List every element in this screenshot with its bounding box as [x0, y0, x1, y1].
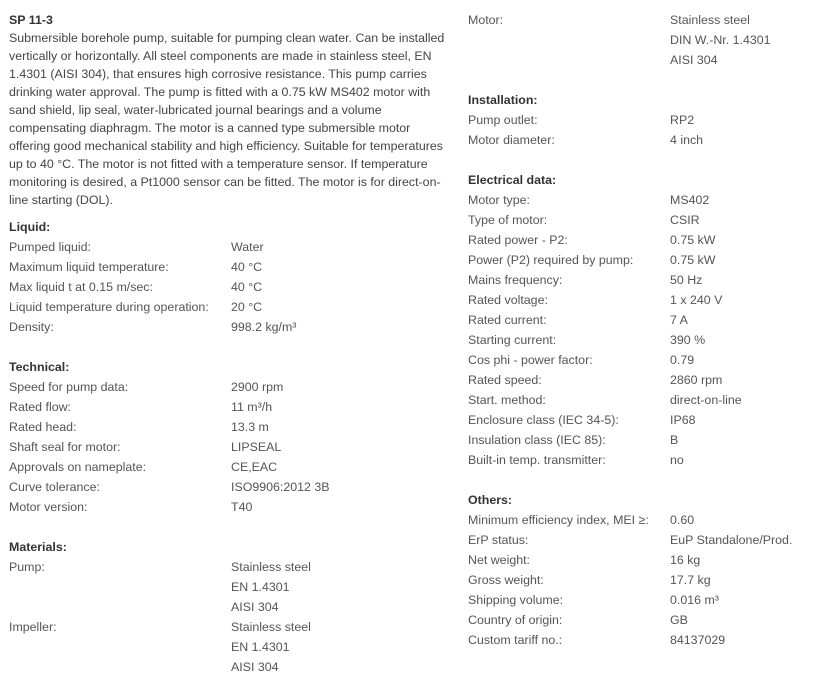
spec-value: 0.75 kW	[670, 233, 716, 247]
spec-value: no	[670, 453, 684, 467]
spec-value: EuP Standalone/Prod.	[670, 533, 793, 547]
spec-value: 0.60	[670, 513, 695, 527]
spec-value: Stainless steel	[231, 560, 311, 574]
spec-row-mains-frequency	[468, 270, 813, 290]
spec-label: Pump outlet:	[468, 113, 538, 127]
spec-row-rated-voltage	[468, 290, 813, 310]
spec-row-minimum-efficiency-index-mei	[468, 510, 813, 530]
spec-label: Insulation class (IEC 85):	[468, 433, 606, 447]
spec-label: Rated head:	[9, 420, 77, 434]
spec-values	[670, 390, 813, 410]
spec-label: Starting current:	[468, 333, 557, 347]
spec-values	[670, 570, 813, 590]
spec-values	[670, 310, 813, 330]
spec-row-rated-head	[9, 417, 449, 437]
product-description: Submersible borehole pump, suitable for pumping clean water. Can be installed vertically or horizontally. All steel components are made in stainless steel, EN 1.4301 (AISI 304), that ensures high corrosive resistance. This pump carries drinking water approval. The pump is fitted with a 0.75 kW MS402 motor with sand shield, lip seal, water-lubricated journal bearings and a volume compensating diaphragm. The motor is a canned type submersible motor offering good mechanical stability and high efficiency. Suitable for temperatures up to 40 °C. The motor is not fitted with a temperature sensor. If temperature monitoring is desired, a Pt1000 sensor can be fitted. The motor is for direct-on-line starting (DOL).	[9, 31, 445, 207]
spec-value: CSIR	[670, 213, 700, 227]
spec-row-approvals-on-nameplate	[9, 457, 449, 477]
spec-values	[231, 277, 449, 297]
spec-values	[670, 10, 813, 70]
spec-row-cos-phi-power-factor	[468, 350, 813, 370]
spec-values	[670, 350, 813, 370]
spec-label: Curve tolerance:	[9, 480, 100, 494]
spec-value: AISI 304	[231, 660, 279, 674]
spec-value: 40 °C	[231, 280, 263, 294]
spec-values	[670, 370, 813, 390]
spec-values	[231, 477, 449, 497]
spec-row-built-in-temp-transmitter	[468, 450, 813, 470]
spec-values	[231, 237, 449, 257]
spec-row-motor-version	[9, 497, 449, 517]
spec-values	[670, 110, 813, 130]
spec-value: GB	[670, 613, 688, 627]
spec-label: Minimum efficiency index, MEI ≥:	[468, 513, 649, 527]
spec-values	[231, 557, 449, 617]
spec-label: Rated speed:	[468, 373, 542, 387]
spec-values	[670, 630, 813, 650]
spec-value: T40	[231, 500, 253, 514]
spec-row-pump-outlet	[468, 110, 813, 130]
spec-values	[670, 210, 813, 230]
spec-row-rated-flow	[9, 397, 449, 417]
spec-value: AISI 304	[670, 53, 718, 67]
spec-row-rated-speed	[468, 370, 813, 390]
spec-row-pumped-liquid	[9, 237, 449, 257]
product-title: SP 11-3	[9, 13, 53, 27]
spec-label: Rated power - P2:	[468, 233, 568, 247]
spec-values	[670, 130, 813, 150]
spec-label: Country of origin:	[468, 613, 563, 627]
spec-row-motor-diameter	[468, 130, 813, 150]
spec-label: Enclosure class (IEC 34-5):	[468, 413, 619, 427]
spec-row-motor-type	[468, 190, 813, 210]
spec-value: B	[670, 433, 679, 447]
spec-label: Motor version:	[9, 500, 88, 514]
spec-values	[670, 450, 813, 470]
spec-label: Start. method:	[468, 393, 546, 407]
spec-value: 4 inch	[670, 133, 704, 147]
spec-label: Power (P2) required by pump:	[468, 253, 634, 267]
spec-label: Speed for pump data:	[9, 380, 129, 394]
spec-label: Shipping volume:	[468, 593, 564, 607]
spec-label: Type of motor:	[468, 213, 548, 227]
spec-label: Net weight:	[468, 553, 530, 567]
spec-values	[670, 610, 813, 630]
spec-label: Mains frequency:	[468, 273, 563, 287]
spec-value: 2900 rpm	[231, 380, 284, 394]
spec-values	[670, 270, 813, 290]
spec-row-impeller	[9, 617, 449, 677]
section-heading-installation: Installation:	[468, 93, 538, 107]
spec-row-enclosure-class-iec-34-5	[468, 410, 813, 430]
spec-row-liquid-temperature-during-operation	[9, 297, 449, 317]
spec-value: IP68	[670, 413, 696, 427]
spec-values	[231, 417, 449, 437]
spec-value: EN 1.4301	[231, 640, 290, 654]
spec-label: Built-in temp. transmitter:	[468, 453, 606, 467]
spec-row-shipping-volume	[468, 590, 813, 610]
spec-value: AISI 304	[231, 600, 279, 614]
spec-label: Cos phi - power factor:	[468, 353, 593, 367]
spec-values	[231, 257, 449, 277]
spec-values	[670, 550, 813, 570]
spec-label: Liquid temperature during operation:	[9, 300, 209, 314]
spec-row-motor	[468, 10, 813, 70]
spec-row-maximum-liquid-temperature	[9, 257, 449, 277]
spec-values	[670, 510, 813, 530]
spec-row-gross-weight	[468, 570, 813, 590]
section-heading-others: Others:	[468, 493, 513, 507]
left-spec-sections	[9, 209, 449, 677]
spec-label: Impeller:	[9, 620, 57, 634]
spec-value: CE,EAC	[231, 460, 278, 474]
spec-label: Pump:	[9, 560, 45, 574]
right-column	[468, 0, 813, 650]
right-spec-sections	[468, 70, 813, 650]
spec-value: 13.3 m	[231, 420, 269, 434]
spec-values	[231, 397, 449, 417]
spec-values	[231, 297, 449, 317]
spec-row-starting-current	[468, 330, 813, 350]
section-heading-materials: Materials:	[9, 540, 67, 554]
spec-values	[670, 330, 813, 350]
spec-label: Shaft seal for motor:	[9, 440, 121, 454]
spec-label: Rated current:	[468, 313, 547, 327]
spec-values	[231, 617, 449, 677]
spec-label: Pumped liquid:	[9, 240, 91, 254]
spec-label: Max liquid t at 0.15 m/sec:	[9, 280, 153, 294]
spec-row-net-weight	[468, 550, 813, 570]
left-column	[9, 0, 449, 677]
spec-value: RP2	[670, 113, 695, 127]
spec-row-power-p2-required-by-pump	[468, 250, 813, 270]
spec-label: Rated voltage:	[468, 293, 548, 307]
spec-row-shaft-seal-for-motor	[9, 437, 449, 457]
spec-label: Rated flow:	[9, 400, 71, 414]
spec-value: ISO9906:2012 3B	[231, 480, 330, 494]
spec-value: 84137029	[670, 633, 726, 647]
spec-value: 20 °C	[231, 300, 263, 314]
spec-row-max-liquid-t-at-0-15-m-sec	[9, 277, 449, 297]
motor-material-block	[468, 10, 813, 70]
spec-value: Stainless steel	[670, 13, 750, 27]
spec-row-density	[9, 317, 449, 337]
section-heading-technical: Technical:	[9, 360, 70, 374]
spec-value: Stainless steel	[231, 620, 311, 634]
spec-values	[231, 457, 449, 477]
spec-value: direct-on-line	[670, 393, 742, 407]
spec-value: 0.79	[670, 353, 695, 367]
spec-values	[670, 430, 813, 450]
spec-values	[670, 410, 813, 430]
spec-row-speed-for-pump-data	[9, 377, 449, 397]
spec-row-rated-current	[468, 310, 813, 330]
section-heading-electrical-data: Electrical data:	[468, 173, 557, 187]
spec-value: 2860 rpm	[670, 373, 723, 387]
spec-values	[670, 190, 813, 210]
spec-value: LIPSEAL	[231, 440, 282, 454]
spec-value: 998.2 kg/m³	[231, 320, 297, 334]
spec-value: Water	[231, 240, 264, 254]
spec-value: 0.016 m³	[670, 593, 719, 607]
spec-values	[670, 590, 813, 610]
spec-label: Motor diameter:	[468, 133, 555, 147]
spec-value: 7 A	[670, 313, 688, 327]
spec-value: 11 m³/h	[231, 400, 273, 414]
spec-value: 0.75 kW	[670, 253, 716, 267]
spec-values	[670, 250, 813, 270]
spec-value: 17.7 kg	[670, 573, 711, 587]
spec-value: EN 1.4301	[231, 580, 290, 594]
spec-row-rated-power-p2	[468, 230, 813, 250]
spec-value: 16 kg	[670, 553, 701, 567]
spec-value: 1 x 240 V	[670, 293, 723, 307]
spec-values	[670, 290, 813, 310]
spec-value: 50 Hz	[670, 273, 703, 287]
spec-row-country-of-origin	[468, 610, 813, 630]
spec-label: Gross weight:	[468, 573, 544, 587]
spec-values	[231, 377, 449, 397]
section-heading-liquid: Liquid:	[9, 220, 51, 234]
spec-label: ErP status:	[468, 533, 529, 547]
spec-label: Approvals on nameplate:	[9, 460, 147, 474]
spec-values	[670, 230, 813, 250]
spec-label: Density:	[9, 320, 54, 334]
spec-label: Maximum liquid temperature:	[9, 260, 169, 274]
spec-value: 40 °C	[231, 260, 263, 274]
spec-row-start-method	[468, 390, 813, 410]
spec-values	[231, 497, 449, 517]
spec-value: DIN W.-Nr. 1.4301	[670, 33, 771, 47]
spec-row-curve-tolerance	[9, 477, 449, 497]
spec-values	[231, 437, 449, 457]
spec-label: Motor type:	[468, 193, 530, 207]
spec-value: 390 %	[670, 333, 706, 347]
spec-values	[231, 317, 449, 337]
spec-values	[670, 530, 813, 550]
spec-row-pump	[9, 557, 449, 617]
spec-label: Custom tariff no.:	[468, 633, 563, 647]
spec-label: Motor:	[468, 13, 504, 27]
spec-row-erp-status	[468, 530, 813, 550]
spec-row-insulation-class-iec-85	[468, 430, 813, 450]
spec-value: MS402	[670, 193, 710, 207]
spec-row-custom-tariff-no	[468, 630, 813, 650]
spec-row-type-of-motor	[468, 210, 813, 230]
